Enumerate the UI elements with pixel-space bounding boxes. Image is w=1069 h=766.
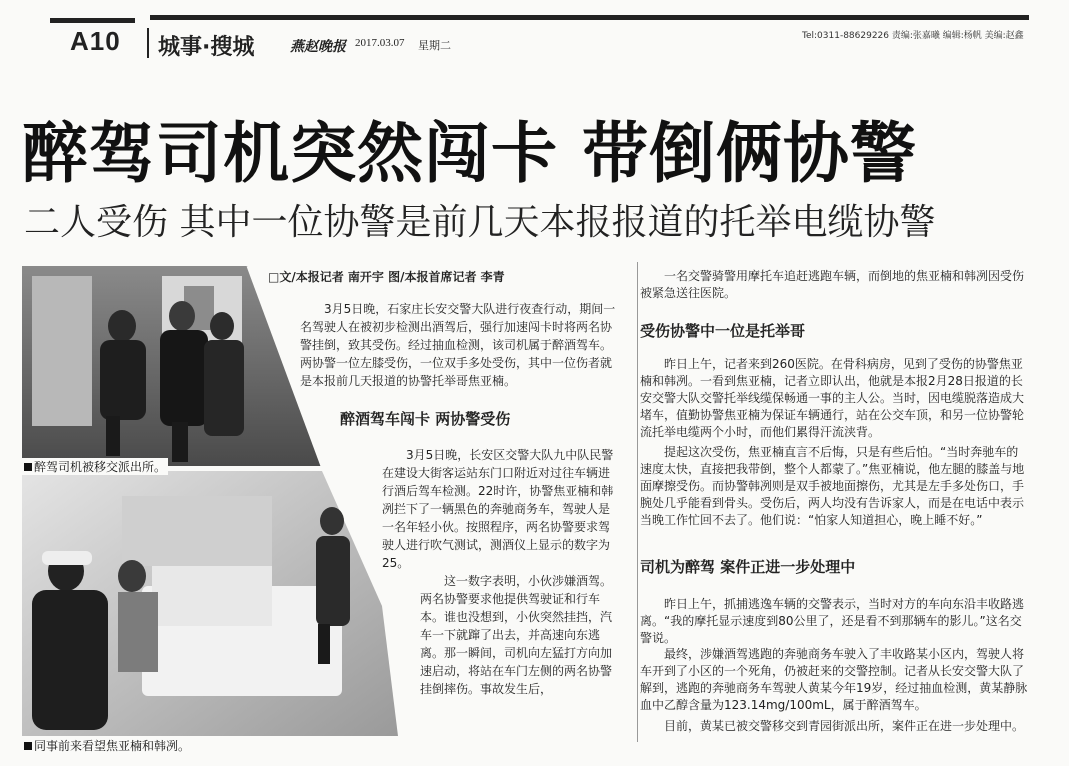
subheadline: 二人受伤 其中一位协警是前几天本报报道的托举电缆协警 — [24, 202, 936, 243]
header-rule — [150, 15, 1029, 20]
section-title-1: 醉酒驾车闯卡 两协警受伤 — [340, 410, 511, 428]
section3-paragraph-2: 最终，涉嫌酒驾逃跑的奔驰商务车驶入了丰收路某小区内，驾驶人将车开到了小区的一个死角，仍被赶来的交警控制。记者从长安交警大队了解到，逃跑的奔驰商务车驾驶人黄某今年19岁，经过抽血检测，黄某静脉血中乙醇含量为123.14mg/100mL，属于醉酒驾车。 — [640, 647, 1028, 712]
byline: □文/本报记者 南开宇 图/本报首席记者 李青 — [268, 270, 505, 284]
issue-date: 2017.03.07 — [355, 37, 405, 49]
section1-paragraph-1: 3月5日晚，长安区交警大队九中队民警在建设大街客运站东门口附近对过往车辆进行酒后驾车检测。22时许，协警焦亚楠和韩冽拦下了一辆黑色的奔驰商务车，驾驶人是一名年轻小伙。按照程序，两名协警要求驾驶人进行吹气测试，测酒仪上显示的数字为25。 — [382, 448, 614, 570]
caption-marker — [24, 742, 32, 750]
header-divider — [147, 28, 149, 58]
photo-caption-2: 同事前来看望焦亚楠和韩冽。 — [22, 737, 192, 754]
lead-paragraph: 3月5日晚，石家庄长安交警大队进行夜查行动，期间一名驾驶人在被初步检测出酒驾后，强行加速闯卡时将两名协警挂倒，致其受伤。经过抽血检测，该司机属于醉酒驾车。两协警一位左膝受伤，一位双手多处受伤，其中一位伤者就是本报前几天报道的协警托举哥焦亚楠。 — [300, 302, 616, 388]
section2-paragraph-1: 昨日上午，记者来到260医院。在骨科病房，见到了受伤的协警焦亚楠和韩冽。一看到焦亚楠，记者立即认出，他就是本报2月28日报道的长安交警大队交警托举线缆保畅通一事的主人公。当时，因电缆脱落造成大堵车，值勤协警焦亚楠为保证车辆通行，站在公交车顶，和另一位协警轮流托举电缆两个小时，而他们累得汗流浃背。 — [640, 357, 1025, 439]
photo-hospital-visit — [22, 471, 398, 736]
issue-weekday: 星期二 — [418, 39, 451, 52]
right-continuation: 一名交警骑警用摩托车追赶逃跑车辆，而倒地的焦亚楠和韩冽因受伤被紧急送往医院。 — [640, 269, 1025, 300]
caption-marker — [24, 463, 32, 471]
column-divider — [637, 262, 638, 742]
section-name: 城事·搜城 — [158, 35, 255, 60]
section3-paragraph-1: 昨日上午，抓捕逃逸车辆的交警表示，当时对方的车向东沿丰收路逃离。“我的摩托显示速度到80公里了，还是看不到那辆车的影儿。”这名交警说。 — [640, 597, 1025, 645]
masthead-logo: 燕赵晚报 — [290, 39, 346, 55]
page-number: A10 — [70, 26, 121, 56]
section-title-2: 受伤协警中一位是托举哥 — [640, 322, 806, 340]
photo-caption-1: 醉驾司机被移交派出所。 — [22, 458, 168, 475]
section3-paragraph-3: 目前，黄某已被交警移交到青园街派出所，案件正在进一步处理中。 — [664, 719, 1025, 733]
editor-credits: Tel:0311-88629226 责编:张嘉曦 编辑:杨帆 美编:赵鑫 — [802, 31, 1024, 41]
section-title-3: 司机为醉驾 案件正进一步处理中 — [640, 558, 856, 576]
section1-paragraph-2: 这一数字表明，小伙涉嫌酒驾。两名协警要求他提供驾驶证和行车本。谁也没想到，小伙突然挂挡，汽车一下就蹿了出去，并高速向东逃离。那一瞬间，司机向左猛打方向加速启动，将站在车门左侧的两名协警挂倒摔伤。事故发生后， — [420, 574, 613, 696]
photo-driver-escorted — [22, 266, 322, 466]
section2-paragraph-2: 提起这次受伤，焦亚楠直言不后悔，只是有些后怕。“当时奔驰车的速度太快，直接把我带倒，整个人都蒙了。”焦亚楠说，他左腿的膝盖与地面摩擦受伤。而协警韩冽则是双手被地面擦伤，尤其是左手多处伤口，手腕处几乎能看到骨头。受伤后，两人均没有告诉家人，而是在电话中表示当晚工作忙回不去了。他们说：“怕家人知道担心，晚上睡不好。” — [640, 445, 1025, 527]
headline: 醉驾司机突然闯卡 带倒俩协警 — [22, 115, 917, 192]
